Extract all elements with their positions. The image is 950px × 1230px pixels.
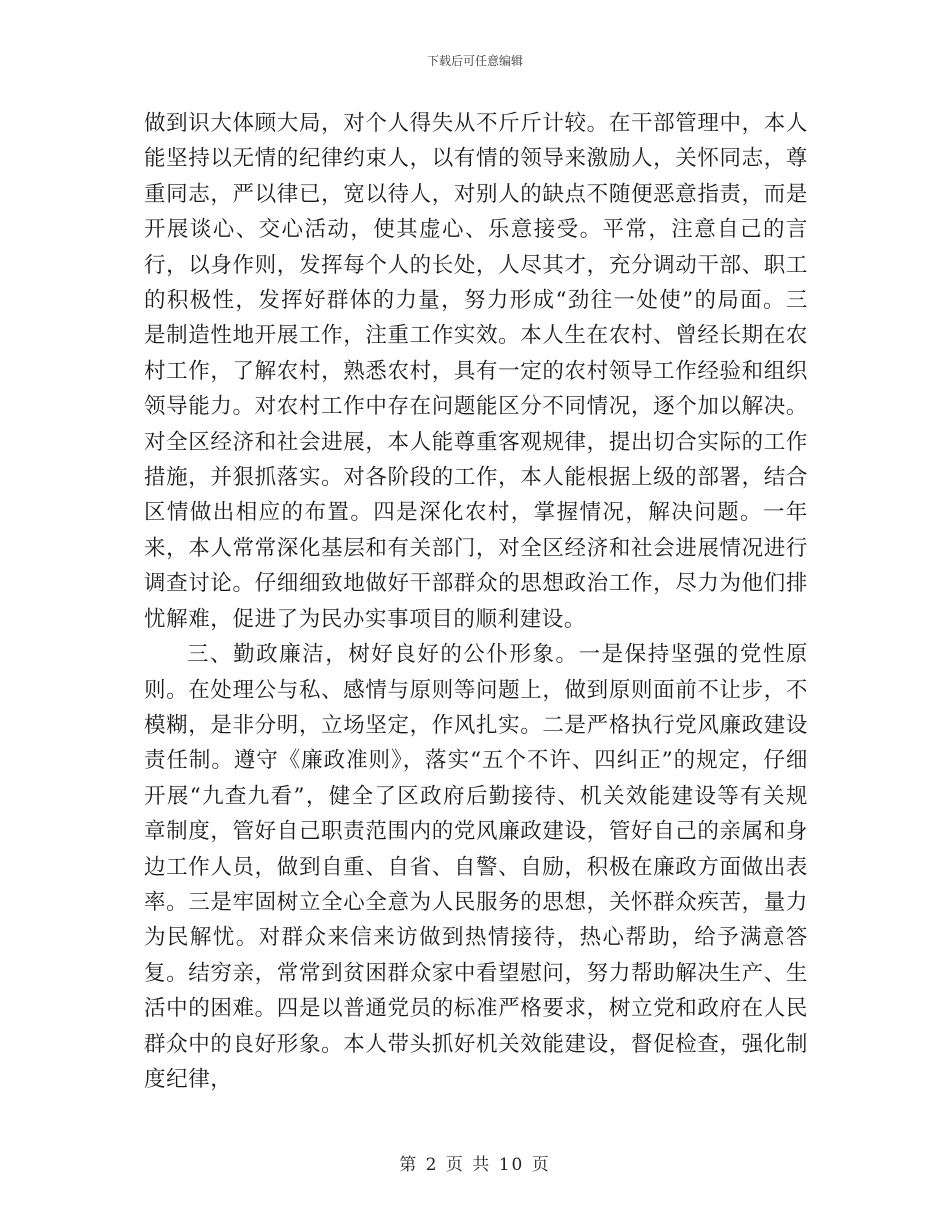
paragraph-section-three: 三、勤政廉洁，树好良好的公仆形象。一是保持坚强的党性原则。在处理公与私、感情与原则等问题上，做到原则面前不让步，不模糊，是非分明，立场坚定，作风扎实。二是严格执行党风廉政建设责任制。遵守《廉政准则》，落实“五个不许、四纠正”的规定，仔细开展“九查九看”，健全了区政府后勤接待、机关效能建设等有关规章制度，管好自己职责范围内的党风廉政建设，管好自己的亲属和身边工作人员，做到自重、自省、自警、自励，积极在廉政方面做出表率。三是牢固树立全心全意为人民服务的思想，关怀群众疾苦，量力为民解忧。对群众来信来访做到热情接待，热心帮助，给予满意答复。结穷亲，常常到贫困群众家中看望慰问，努力帮助解决生产、生活中的困难。四是以普通党员的标准严格要求，树立党和政府在人民群众中的良好形象。本人带头抓好机关效能建设，督促检查，强化制度纪律，	[144, 642, 808, 1092]
page-number-footer: 第 2 页 共 10 页	[399, 1155, 551, 1175]
document-body	[144, 106, 808, 1097]
page-header: 下载后可任意编辑	[426, 54, 523, 68]
paragraph-continuation: 做到识大体顾大局，对个人得失从不斤斤计较。在干部管理中，本人能坚持以无情的纪律约束人，以有情的领导来激励人，关怀同志，尊重同志，严以律已，宽以待人，对别人的缺点不随便恶意指责，而是开展谈心、交心活动，使其虚心、乐意接受。平常，注意自己的言行，以身作则，发挥每个人的长处，人尽其才，充分调动干部、职工的积极性，发挥好群体的力量，努力形成“劲往一处使”的局面。三是制造性地开展工作，注重工作实效。本人生在农村、曾经长期在农村工作，了解农村，熟悉农村，具有一定的农村领导工作经验和组织领导能力。对农村工作中存在问题能区分不同情况，逐个加以解决。对全区经济和社会进展，本人能尊重客观规律，提出切合实际的工作措施，并狠抓落实。对各阶段的工作，本人能根据上级的部署，结合区情做出相应的布置。四是深化农村，掌握情况，解决问题。一年来，本人常常深化基层和有关部门，对全区经济和社会进展情况进行调查讨论。仔细细致地做好干部群众的思想政治工作，尽力为他们排忧解难，促进了为民办实事项目的顺利建设。	[144, 111, 808, 632]
